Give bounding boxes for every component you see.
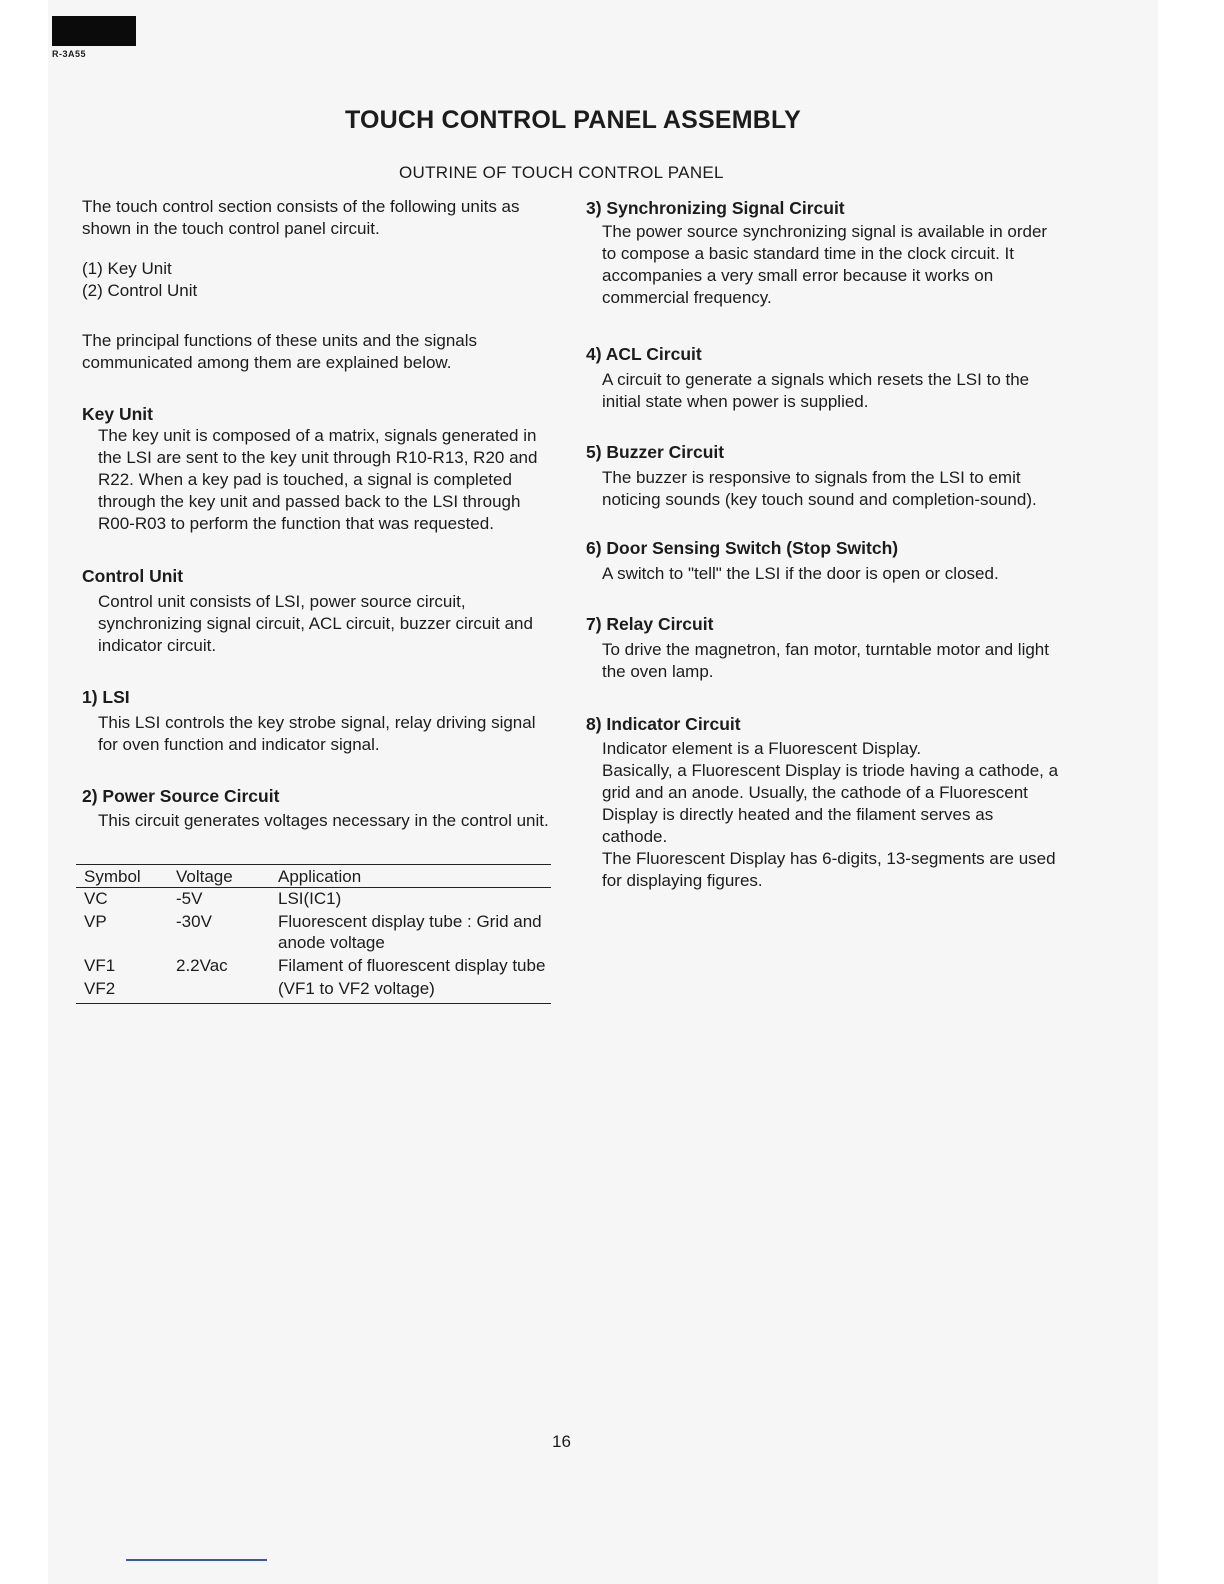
- key-unit-body: The key unit is composed of a matrix, signals generated in the LSI are sent to the key unit through R10-R13, R20 and R22. When a key pad is touched, a signal is completed through the key unit and passed back to the LSI through R00-R03 to perform the function that was requested.: [98, 426, 538, 533]
- table-cell: 2.2Vac: [176, 956, 228, 975]
- table-header-cell: Symbol: [76, 865, 168, 888]
- table-cell: [168, 978, 270, 1004]
- sync-body: The power source synchronizing signal is available in order to compose a basic standard time in the clock circuit. It accompanies a very small error because it works on commercial frequency.: [602, 222, 1048, 307]
- page-subtitle: OUTRINE OF TOUCH CONTROL PANEL: [399, 163, 724, 182]
- table-header-row: [76, 865, 551, 888]
- header-black-block: [52, 16, 136, 46]
- buzzer-body: The buzzer is responsive to signals from the LSI to emit noticing sounds (key touch sound and completion-sound).: [602, 468, 1037, 509]
- table-row: [76, 911, 551, 955]
- intro-text: The touch control section consists of the following units as shown in the touch control panel circuit.: [82, 197, 520, 238]
- table-cell: -5V: [176, 889, 203, 908]
- control-unit-heading: Control Unit: [82, 566, 184, 586]
- lsi-body: This LSI controls the key strobe signal, relay driving signal for oven function and indicator signal.: [98, 713, 536, 754]
- list-item: (2) Control Unit: [82, 281, 198, 300]
- table-cell: VF1: [84, 956, 116, 975]
- relay-body: To drive the magnetron, fan motor, turntable motor and light the oven lamp.: [602, 640, 1049, 681]
- left-column: [82, 196, 550, 1004]
- table-cell: VF2: [76, 978, 168, 1004]
- voltage-table-wrapper: [76, 864, 551, 1004]
- table-row: [76, 888, 551, 912]
- indicator-line: Basically, a Fluorescent Display is triode having a cathode, a grid and an anode. Usually, the cathode of a Fluorescent Display is directly heated and the filament serves as cathode.: [602, 761, 1059, 846]
- functions-text: The principal functions of these units and the signals communicated among them are explained below.: [82, 331, 478, 372]
- table-cell: VP: [84, 912, 107, 931]
- voltage-table: [76, 864, 551, 1004]
- table-row: [76, 978, 551, 1004]
- indicator-line: Indicator element is a Fluorescent Display.: [602, 739, 922, 758]
- control-unit-body: Control unit consists of LSI, power source circuit, synchronizing signal circuit, ACL circuit, buzzer circuit and indicator circuit.: [98, 592, 533, 655]
- table-cell: LSI(IC1): [278, 889, 342, 908]
- table-header-cell: Voltage: [168, 865, 270, 888]
- page-title: TOUCH CONTROL PANEL ASSEMBLY: [344, 106, 802, 134]
- indicator-heading: 8) Indicator Circuit: [586, 714, 741, 734]
- door-heading: 6) Door Sensing Switch (Stop Switch): [586, 538, 899, 558]
- table-cell: Filament of fluorescent display tube: [278, 956, 546, 975]
- relay-heading: 7) Relay Circuit: [586, 614, 714, 634]
- page-number: 16: [552, 1432, 571, 1451]
- indicator-line: The Fluorescent Display has 6-digits, 13-segments are used for displaying figures.: [602, 849, 1056, 890]
- right-column: [586, 197, 1062, 892]
- table-header-cell: Application: [270, 865, 551, 888]
- table-cell: VC: [84, 889, 108, 908]
- acl-heading: 4) ACL Circuit: [586, 344, 702, 364]
- acl-body: A circuit to generate a signals which resets the LSI to the initial state when power is supplied.: [602, 370, 1030, 411]
- list-item: (1) Key Unit: [82, 259, 172, 278]
- model-code: R-3A55: [52, 49, 87, 59]
- sync-heading: 3) Synchronizing Signal Circuit: [586, 198, 845, 218]
- power-source-heading: 2) Power Source Circuit: [82, 786, 280, 806]
- table-cell: (VF1 to VF2 voltage): [270, 978, 551, 1004]
- lsi-heading: 1) LSI: [82, 687, 130, 707]
- buzzer-heading: 5) Buzzer Circuit: [586, 442, 725, 462]
- door-body: A switch to "tell" the LSI if the door is open or closed.: [602, 564, 999, 583]
- footer-divider: [126, 1559, 267, 1561]
- table-cell: -30V: [176, 912, 212, 931]
- units-list: [82, 258, 550, 302]
- power-source-body: This circuit generates voltages necessary in the control unit.: [98, 811, 549, 830]
- table-cell: Fluorescent display tube : Grid and anode voltage: [278, 912, 542, 952]
- key-unit-heading: Key Unit: [82, 404, 153, 424]
- table-row: [76, 955, 551, 978]
